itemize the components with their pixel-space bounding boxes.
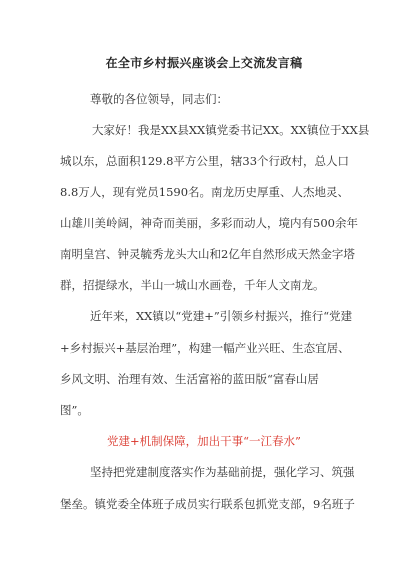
salutation: 尊敬的各位领导，同志们： <box>90 92 228 106</box>
paragraph-1-line-2: 城以东，总面积129.8平方公里，辖33个行政村，总人口 <box>60 154 350 168</box>
paragraph-3-line-2: 堡垒。镇党委全体班子成员实行联系包抓党支部，9名班子 <box>60 497 355 511</box>
paragraph-1-line-6: 群，招提绿水，半山一城山水画卷，千年人文南龙。 <box>60 278 325 292</box>
paragraph-3-line-1: 坚持把党建制度落实作为基础前提，强化学习、筑强 <box>90 465 355 479</box>
paragraph-1-line-3: 8.8万人，现有党员1590名。南龙历史厚重、人杰地灵、 <box>60 185 350 199</box>
document-title: 在全市乡村振兴座谈会上交流发言稿 <box>105 56 303 70</box>
paragraph-1-line-4: 山雄川美岭阔，神奇而美丽，多彩而动人，境内有500余年 <box>60 216 358 230</box>
paragraph-2-line-3: 乡风文明、治理有效、生活富裕的蓝田版“富春山居 <box>60 372 319 386</box>
paragraph-1-line-5: 南明皇宫、钟灵毓秀龙头大山和2亿年自然形成天然金字塔 <box>60 247 355 261</box>
paragraph-2-line-1: 近年来，XX镇以“党建+”引领乡村振兴，推行“党建 <box>90 309 353 323</box>
paragraph-1-line-1: 大家好！我是XX县XX镇党委书记XX。XX镇位于XX县 <box>92 123 370 137</box>
section-subheading: 党建+机制保障，加出干事“一江春水” <box>107 434 301 448</box>
paragraph-2-line-4: 图”。 <box>60 403 89 417</box>
paragraph-2-line-2: +乡村振兴+基层治理”，构建一幅产业兴旺、生态宜居、 <box>60 341 350 355</box>
